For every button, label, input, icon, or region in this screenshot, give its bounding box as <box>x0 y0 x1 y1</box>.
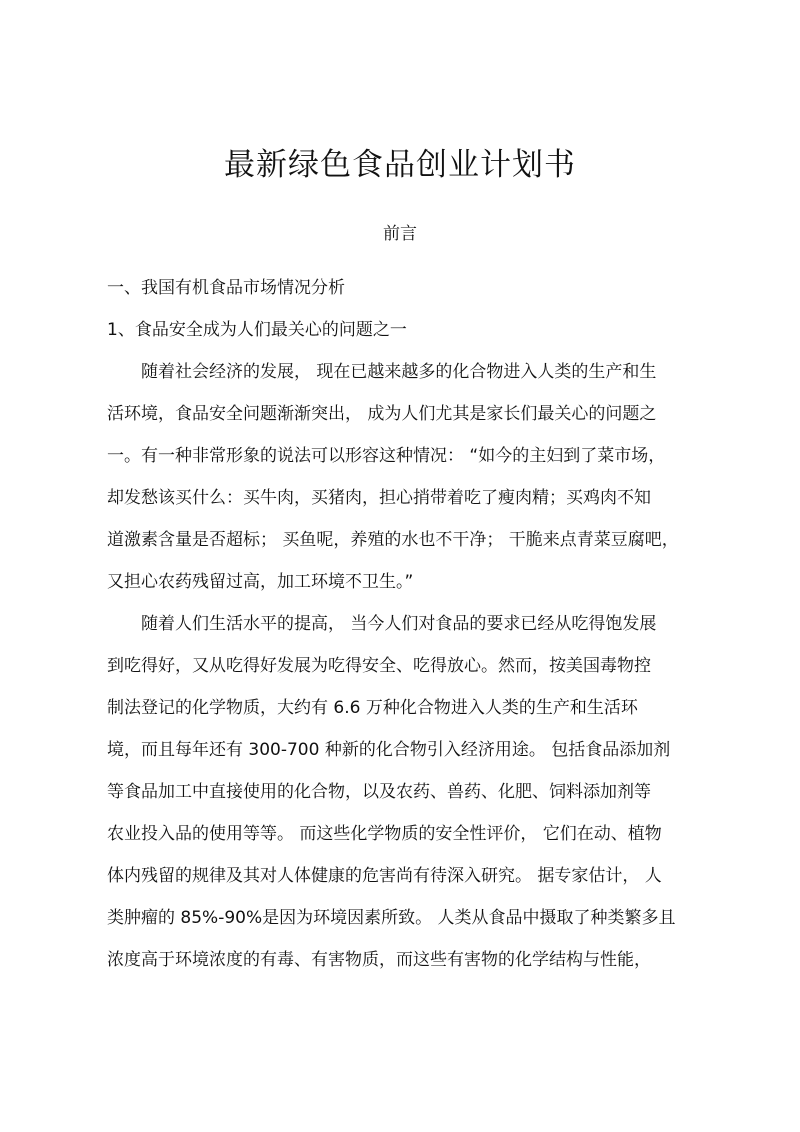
subsection-heading: 1、食品安全成为人们最关心的问题之一 <box>107 320 407 340</box>
paragraph-line: 体内残留的规律及其对人体健康的危害尚有待深入研究。 据专家估计， 人 <box>107 866 662 886</box>
paragraph-line: 却发愁该买什么：买牛肉，买猪肉，担心捎带着吃了瘦肉精；买鸡肉不知 <box>107 488 651 508</box>
paragraph-line: 道激素含量是否超标； 买鱼呢，养殖的水也不干净； 干脆来点青菜豆腐吧， <box>107 530 679 550</box>
paragraph-line: 类肿瘤的 85%-90%是因为环境因素所致。 人类从食品中摄取了种类繁多且 <box>107 908 676 928</box>
paragraph-line: 制法登记的化学物质，大约有 6.6 万种化合物进入人类的生产和生活环 <box>107 698 638 718</box>
preface-heading: 前言 <box>383 224 417 244</box>
paragraph-line: 境，而且每年还有 300-700 种新的化合物引入经济用途。 包括食品添加剂 <box>107 740 671 760</box>
section-heading: 一、我国有机食品市场情况分析 <box>107 278 345 298</box>
paragraph-line: 又担心农药残留过高，加工环境不卫生。” <box>107 572 414 592</box>
paragraph-line: 随着人们生活水平的提高， 当今人们对食品的要求已经从吃得饱发展 <box>107 614 657 634</box>
paragraph-line: 随着社会经济的发展， 现在已越来越多的化合物进入人类的生产和生 <box>107 362 657 382</box>
paragraph-line: 农业投入品的使用等等。 而这些化学物质的安全性评价， 它们在动、植物 <box>107 824 662 844</box>
document-title: 最新绿色食品创业计划书 <box>224 147 576 183</box>
paragraph-line: 浓度高于环境浓度的有毒、有害物质，而这些有害物的化学结构与性能， <box>107 950 651 970</box>
paragraph-line: 到吃得好，又从吃得好发展为吃得安全、吃得放心。然而，按美国毒物控 <box>107 656 651 676</box>
paragraph-line: 一。有一种非常形象的说法可以形容这种情况： “如今的主妇到了菜市场， <box>107 446 666 466</box>
paragraph-line: 活环境，食品安全问题渐渐突出， 成为人们尤其是家长们最关心的问题之 <box>107 404 657 424</box>
paragraph-line: 等食品加工中直接使用的化合物，以及农药、兽药、化肥、饲料添加剂等 <box>107 782 651 802</box>
